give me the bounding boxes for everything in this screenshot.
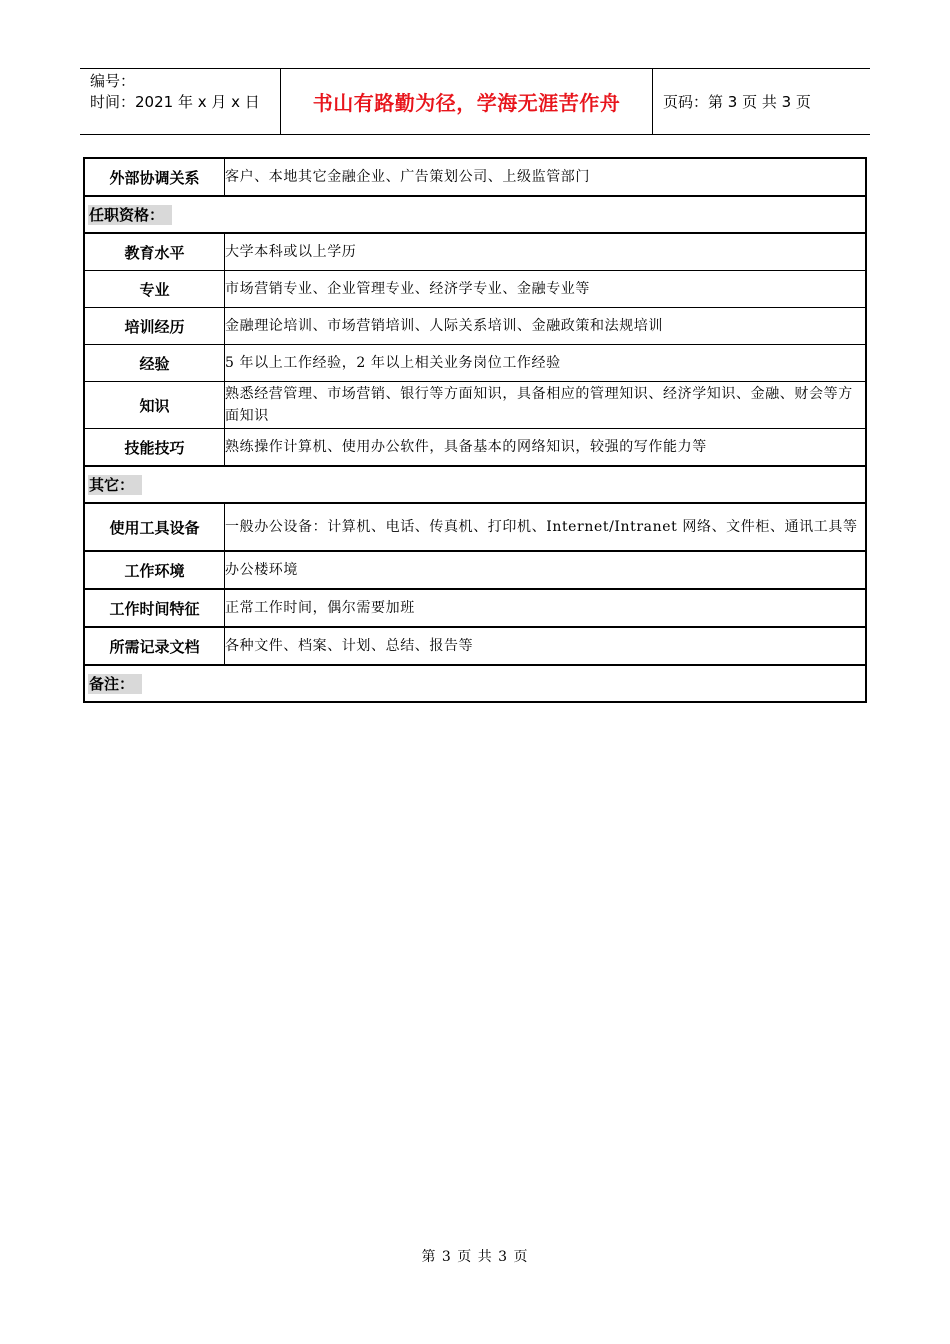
- table-row: [84, 627, 866, 665]
- table-row: [84, 551, 866, 589]
- row-value: 大学本科或以上学历: [225, 233, 867, 271]
- section-title: 备注：: [88, 674, 142, 694]
- motto-text: 书山有路勤为径，学海无涯苦作舟: [312, 91, 621, 115]
- header-motto-cell: [281, 69, 653, 134]
- section-row: [84, 466, 866, 503]
- header-meta: [80, 69, 281, 134]
- table-row: [84, 271, 866, 308]
- row-value: 金融理论培训、市场营销培训、人际关系培训、金融政策和法规培训: [225, 308, 867, 345]
- page-info: 页码：第 3 页 共 3 页: [663, 93, 811, 111]
- row-value: 5 年以上工作经验，2 年以上相关业务岗位工作经验: [225, 345, 867, 382]
- row-value: 客户、本地其它金融企业、广告策划公司、上级监管部门: [225, 158, 867, 196]
- table-row: [84, 233, 866, 271]
- table-row: [84, 382, 866, 429]
- page-footer: 第 3 页 共 3 页: [421, 1249, 529, 1265]
- time-label: 时间：2021 年 x 月 x 日: [90, 93, 260, 111]
- row-label: 知识: [84, 382, 225, 429]
- row-label: 工作时间特征: [84, 589, 225, 627]
- table-row: [84, 308, 866, 345]
- row-label: 所需记录文档: [84, 627, 225, 665]
- section-title: 任职资格：: [88, 205, 172, 225]
- section-row: [84, 665, 866, 702]
- row-label: 专业: [84, 271, 225, 308]
- row-label: 技能技巧: [84, 429, 225, 467]
- number-label: 编号：: [90, 72, 136, 90]
- table-row: [84, 158, 866, 196]
- section-row: [84, 196, 866, 233]
- row-value: 正常工作时间，偶尔需要加班: [225, 589, 867, 627]
- row-label: 外部协调关系: [84, 158, 225, 196]
- row-value: 市场营销专业、企业管理专业、经济学专业、金融专业等: [225, 271, 867, 308]
- row-label: 工作环境: [84, 551, 225, 589]
- row-value: 熟悉经营管理、市场营销、银行等方面知识，具备相应的管理知识、经济学知识、金融、财会等方面知识: [225, 382, 867, 429]
- row-label: 培训经历: [84, 308, 225, 345]
- row-value: 办公楼环境: [225, 551, 867, 589]
- row-label: 教育水平: [84, 233, 225, 271]
- job-spec-table: [83, 157, 867, 703]
- table-row: [84, 429, 866, 467]
- row-value: 一般办公设备：计算机、电话、传真机、打印机、Internet/Intranet 网络、文件柜、通讯工具等: [225, 503, 867, 551]
- row-value: 熟练操作计算机、使用办公软件，具备基本的网络知识，较强的写作能力等: [225, 429, 867, 467]
- table-row: [84, 589, 866, 627]
- section-title: 其它：: [88, 475, 142, 495]
- row-label: 使用工具设备: [84, 503, 225, 551]
- table-row: [84, 503, 866, 551]
- page-header: [80, 68, 870, 135]
- row-value: 各种文件、档案、计划、总结、报告等: [225, 627, 867, 665]
- table-row: [84, 345, 866, 382]
- row-label: 经验: [84, 345, 225, 382]
